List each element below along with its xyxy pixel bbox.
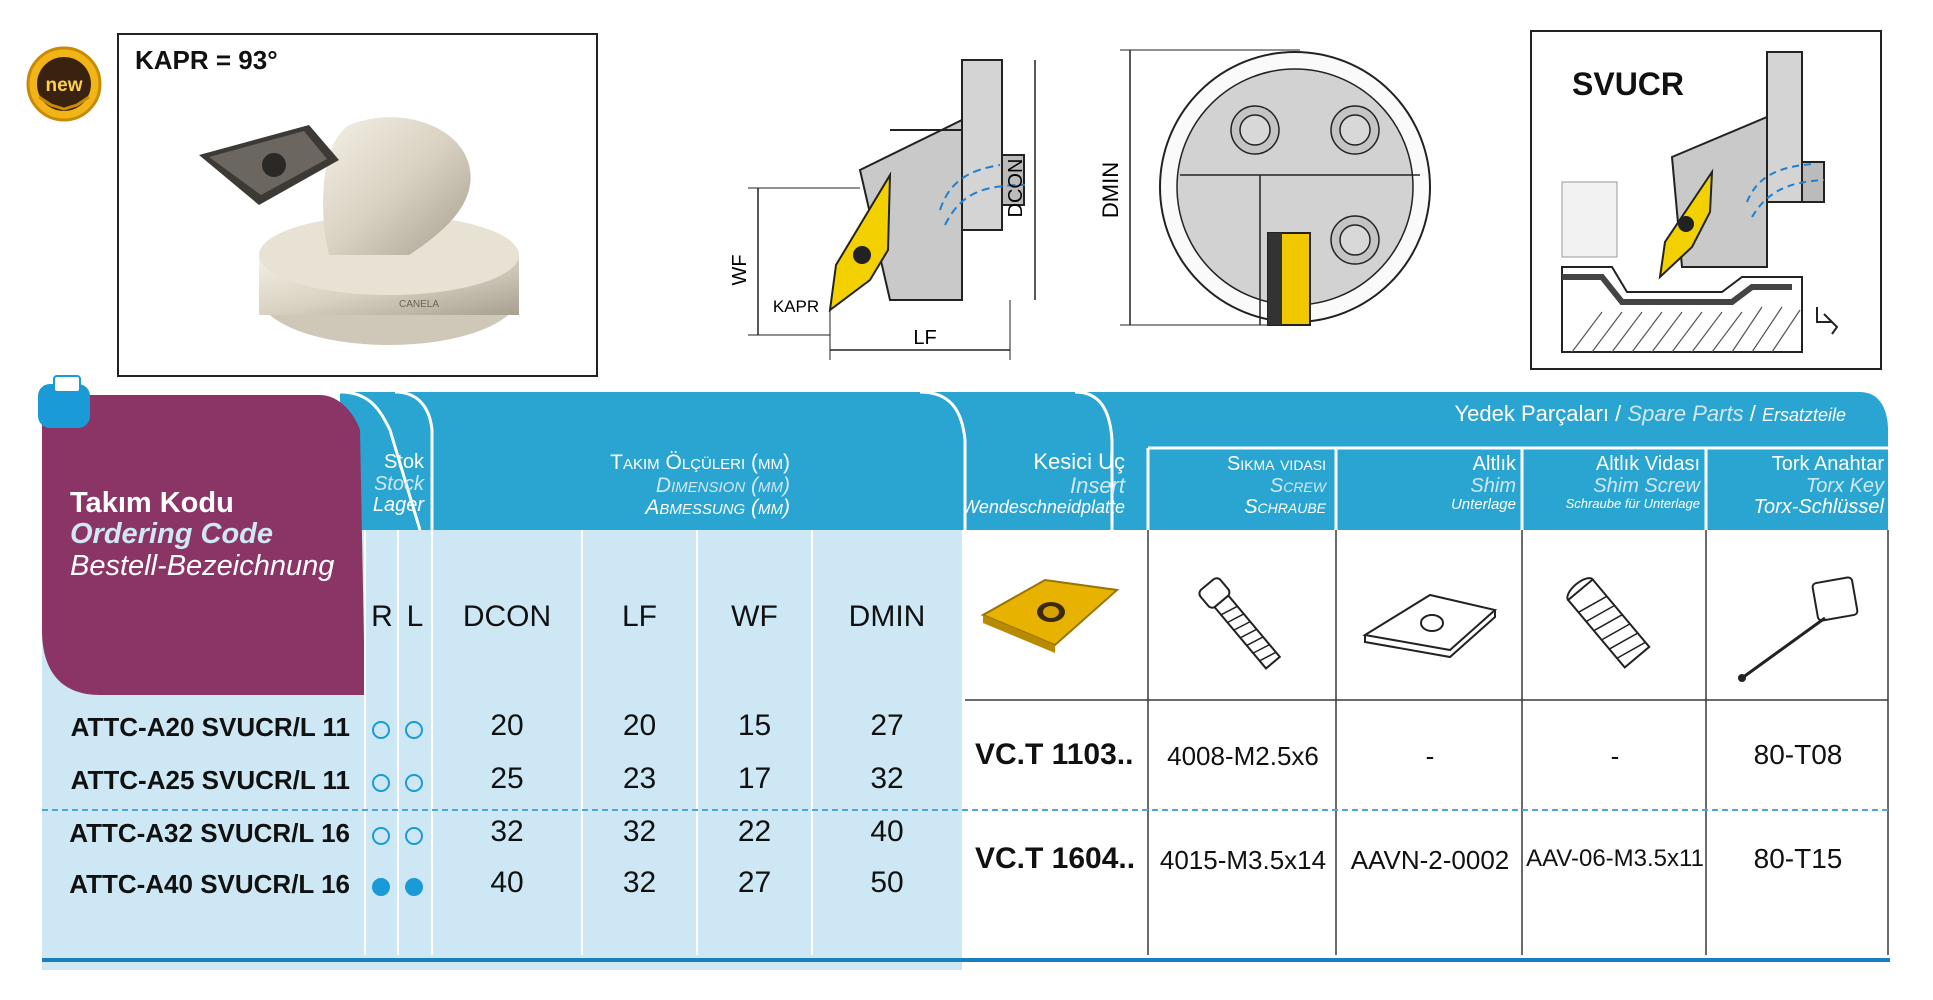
new-badge bbox=[25, 45, 103, 123]
shim-screw-en: Shim Screw bbox=[1593, 474, 1700, 497]
shim-screw-icon bbox=[1550, 565, 1670, 685]
group-1-torx: 80-T08 bbox=[1753, 739, 1843, 770]
spare-parts-header bbox=[1150, 402, 1886, 426]
row-3-dmin: 40 bbox=[870, 815, 904, 848]
row-3-stock-r bbox=[372, 827, 390, 845]
col-dmin: DMIN bbox=[848, 600, 926, 633]
screw-icon bbox=[1180, 565, 1300, 685]
stock-l-label: L bbox=[406, 600, 424, 633]
shim-tr: Altlık bbox=[1472, 453, 1516, 475]
group-2-insert: VC.T 1604.. bbox=[975, 842, 1136, 875]
row-2-dmin: 32 bbox=[870, 762, 904, 795]
side-view-drawing bbox=[729, 60, 1040, 375]
row-1-code: ATTC-A20 SVUCR/L 11 bbox=[70, 712, 350, 742]
spare-sep-1: / bbox=[1615, 401, 1622, 426]
new-badge-label: new bbox=[45, 75, 83, 96]
row-1-stock-l bbox=[405, 721, 423, 739]
torx-tr: Tork Anahtar bbox=[1771, 453, 1884, 475]
torx-en: Torx Key bbox=[1805, 474, 1884, 497]
kapr-caption: KAPR = 93° bbox=[135, 45, 278, 75]
dimension-en: Dimension (mm) bbox=[655, 473, 790, 497]
group-1-screw: 4008-M2.5x6 bbox=[1167, 741, 1319, 771]
shim-screw-de: Schraube für Unterlage bbox=[1565, 496, 1700, 512]
row-2-wf: 17 bbox=[737, 762, 772, 795]
stock-de: Lager bbox=[372, 494, 424, 517]
row-1-stock-r bbox=[372, 721, 390, 739]
lf-label: LF bbox=[913, 327, 937, 349]
row-4-stock-r bbox=[372, 878, 390, 896]
insert-de: Wendeschneidplatte bbox=[962, 496, 1125, 517]
shim-en: Shim bbox=[1470, 474, 1516, 497]
spare-tr: Yedek Parçaları bbox=[1454, 401, 1610, 426]
torx-header bbox=[1708, 454, 1884, 519]
insert-image bbox=[975, 565, 1125, 660]
row-3-lf: 32 bbox=[622, 815, 657, 848]
shim-de: Unterlage bbox=[1450, 496, 1516, 514]
row-4-stock-l bbox=[405, 878, 423, 896]
dimension-tr: Takım Ölçüleri (mm) bbox=[610, 451, 790, 474]
new-badge-icon bbox=[25, 45, 103, 123]
ordering-code-de: Bestell-Bezeichnung bbox=[70, 549, 335, 582]
shim-header bbox=[1338, 454, 1516, 513]
group-2-torx: 80-T15 bbox=[1753, 843, 1843, 874]
row-3-stock-l bbox=[405, 827, 423, 845]
tool-holder-photo bbox=[199, 85, 529, 365]
row-4-dmin: 50 bbox=[870, 866, 904, 899]
svucr-diagram-box bbox=[1530, 30, 1882, 370]
screw-en: Screw bbox=[1269, 474, 1326, 497]
row-1-lf: 20 bbox=[622, 709, 657, 742]
group-1-shim: - bbox=[1425, 741, 1435, 771]
insert-header bbox=[960, 450, 1125, 517]
row-4-dcon: 40 bbox=[490, 866, 524, 899]
dmin-label: DMIN bbox=[1098, 161, 1123, 219]
group-1-shim-screw: - bbox=[1610, 741, 1620, 771]
row-4-code: ATTC-A40 SVUCR/L 16 bbox=[69, 869, 350, 899]
stock-r-label: R bbox=[371, 600, 393, 633]
group-1-insert: VC.T 1103.. bbox=[975, 738, 1134, 771]
row-2-dcon: 25 bbox=[490, 762, 524, 795]
ordering-code-header bbox=[70, 488, 360, 582]
product-photo-box bbox=[117, 33, 598, 377]
group-2-shim: AAVN-2-0002 bbox=[1350, 845, 1510, 875]
spare-en: Spare Parts bbox=[1627, 401, 1744, 426]
row-3-dcon: 32 bbox=[490, 815, 524, 848]
svucr-diagram bbox=[1562, 52, 1862, 352]
screw-header bbox=[1150, 454, 1326, 519]
row-2-stock-r bbox=[372, 774, 390, 792]
col-lf: LF bbox=[621, 600, 657, 633]
row-4-lf: 32 bbox=[622, 866, 657, 899]
row-3-wf: 22 bbox=[737, 815, 772, 848]
torx-key-icon bbox=[1730, 570, 1870, 690]
group-2-screw: 4015-M3.5x14 bbox=[1159, 845, 1327, 875]
group-2-shim-screw: AAV-06-M3.5x11 bbox=[1526, 845, 1704, 872]
row-3-code: ATTC-A32 SVUCR/L 16 bbox=[69, 818, 350, 848]
spare-sep-2: / bbox=[1749, 401, 1756, 426]
dimension-header bbox=[440, 452, 790, 520]
row-2-stock-l bbox=[405, 774, 423, 792]
insert-tr: Kesici Uç bbox=[1033, 449, 1125, 474]
stock-header bbox=[362, 452, 424, 517]
dcon-label: DCON bbox=[1005, 158, 1027, 218]
col-wf: WF bbox=[731, 600, 778, 633]
front-view-drawing bbox=[1100, 45, 1440, 345]
ordering-code-en: Ordering Code bbox=[70, 518, 274, 551]
shim-screw-header bbox=[1524, 454, 1700, 511]
kapr-label: KAPR bbox=[772, 297, 820, 316]
svg-text:CANELA: CANELA bbox=[399, 299, 440, 310]
row-1-wf: 15 bbox=[737, 709, 772, 742]
insert-en: Insert bbox=[1069, 472, 1125, 498]
spare-de: Ersatzteile bbox=[1761, 405, 1846, 425]
svucr-title: SVUCR bbox=[1572, 66, 1685, 102]
ordering-code-tr: Takım Kodu bbox=[70, 487, 234, 519]
shim-icon bbox=[1360, 590, 1500, 660]
row-2-code: ATTC-A25 SVUCR/L 11 bbox=[70, 765, 350, 795]
row-1-dmin: 27 bbox=[870, 709, 904, 742]
dimension-de: Abmessung (mm) bbox=[645, 496, 790, 520]
row-2-lf: 23 bbox=[622, 762, 657, 795]
shim-screw-tr: Altlık Vidası bbox=[1595, 453, 1700, 475]
stock-tr: Stok bbox=[383, 451, 424, 473]
stock-en: Stock bbox=[373, 472, 424, 495]
screw-tr: Sıkma vidası bbox=[1226, 453, 1326, 475]
row-4-wf: 27 bbox=[737, 866, 772, 899]
torx-de: Torx-Schlüssel bbox=[1753, 496, 1884, 519]
wf-label: WF bbox=[729, 254, 751, 286]
row-1-dcon: 20 bbox=[490, 709, 524, 742]
col-dcon: DCON bbox=[462, 600, 552, 633]
screw-de: Schraube bbox=[1244, 496, 1326, 519]
